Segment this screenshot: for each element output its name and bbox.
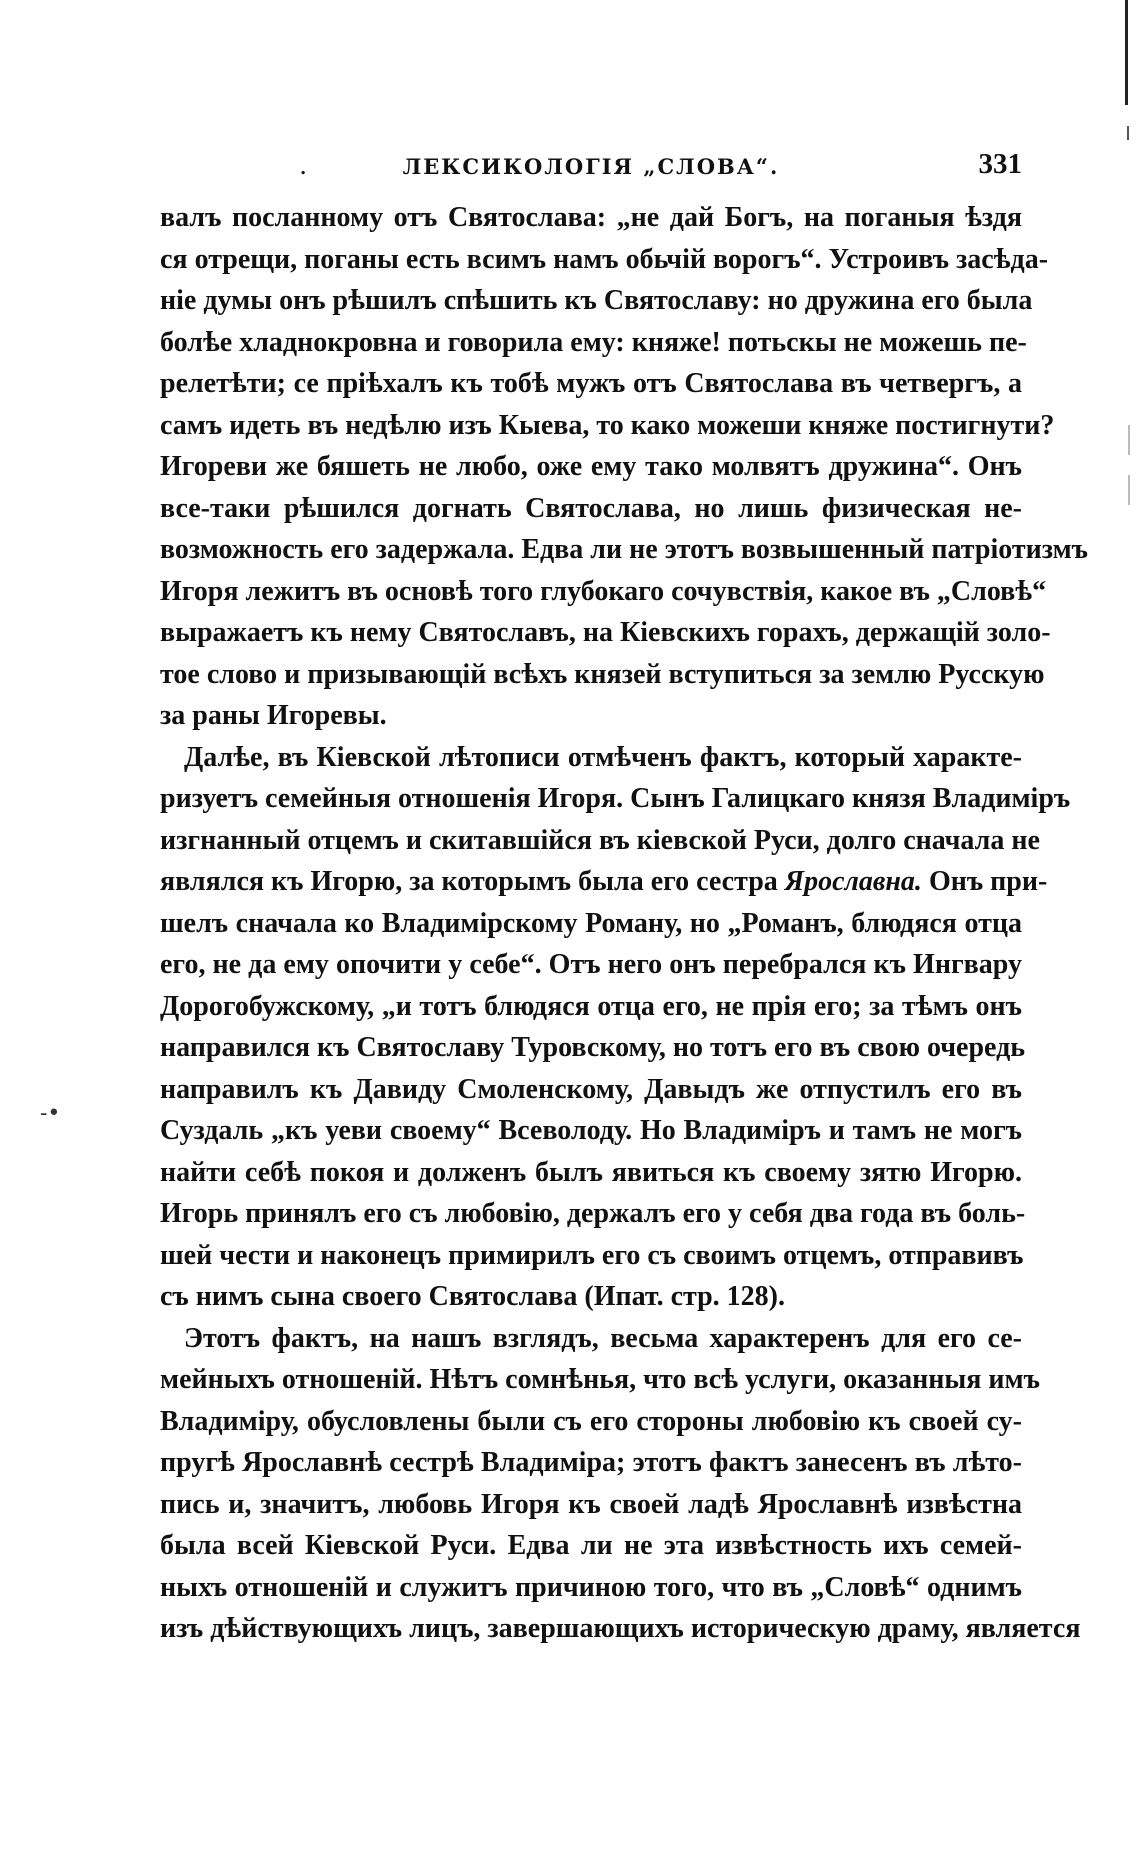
text-line: Дорогобужскому, „и тотъ блюдяся отца его, не прія его; за тѣмъ онъ	[160, 990, 1022, 1022]
text-line: направился къ Святославу Туровскому, но тотъ его въ свою очередь	[160, 1032, 1026, 1063]
paragraph-2	[160, 737, 1071, 1318]
text-line: самъ идеть въ недѣлю изъ Кыева, то како можеши княже постигнути?	[160, 409, 1055, 441]
line-text: Онъ при-	[928, 866, 1048, 897]
text-line-with-emphasis	[160, 861, 1048, 903]
left-margin-mark: -•	[40, 1101, 61, 1126]
text-line: Игорь принялъ его съ любовію, держалъ его у себя два года въ боль-	[160, 1198, 1026, 1229]
text-line: ніе думы онъ рѣшилъ спѣшить къ Святославу: но дружина его была	[160, 285, 1033, 316]
text-line: направилъ къ Давиду Смоленскому, Давыдъ же отпустилъ его въ	[160, 1073, 1022, 1105]
text-line: его, не да ему опочити у себе“. Отъ него онъ перебрался къ Ингвару	[160, 949, 1022, 980]
text-line: Игоря лежитъ въ основѣ того глубокаго сочувствія, какое въ „Словѣ“	[160, 575, 1047, 607]
line-text: являлся къ Игорю, за которымъ была его сестра	[160, 866, 778, 897]
text-body	[160, 197, 1089, 1650]
text-line: найти себѣ покоя и долженъ былъ явиться къ своему зятю Игорю.	[160, 1156, 1022, 1188]
text-line: шей чести и наконецъ примирилъ его съ своимъ отцемъ, отправивъ	[160, 1239, 1024, 1271]
text-line: изгнанный отцемъ и скитавшійся въ кіевской Руси, долго сначала не	[160, 824, 1040, 856]
right-margin-mark	[1128, 425, 1130, 455]
paragraph-3	[160, 1318, 1081, 1650]
text-line: была всей Кіевской Руси. Едва ли не эта извѣстность ихъ семей-	[160, 1530, 1022, 1561]
text-line: пругѣ Ярославнѣ сестрѣ Владиміра; этотъ фактъ занесенъ въ лѣто-	[160, 1447, 1022, 1478]
text-line: валъ посланному отъ Святослава: „не дай Богъ, на поганыя ѣздя	[160, 202, 1022, 233]
text-line: все-таки рѣшился догнать Святослава, но лишь физическая не-	[160, 492, 1022, 524]
text-line: релетѣти; се пріѣхалъ къ тобѣ мужъ отъ Святослава въ четвергъ, а	[160, 368, 1022, 399]
text-line: тое слово и призывающій всѣхъ князей вступиться за землю Русскую	[160, 658, 1045, 690]
running-head	[160, 148, 1022, 184]
emphasized-name: Ярославна.	[784, 866, 922, 897]
text-line: ризуетъ семейныя отношенія Игоря. Сынъ Галицкаго князя Владиміръ	[160, 783, 1071, 814]
text-line: возможность его задержала. Едва ли не этотъ возвышенный патріотизмъ	[160, 534, 1089, 565]
text-line: болѣе хладнокровна и говорила ему: княже! потьскы не можешь пе-	[160, 326, 1027, 358]
text-line: Далѣе, въ Кіевской лѣтописи отмѣченъ фактъ, который характе-	[184, 741, 1022, 773]
text-line: изъ дѣйствующихъ лицъ, завершающихъ историческую драму, является	[160, 1613, 1081, 1644]
page-edge-tick	[1127, 126, 1129, 140]
right-margin-mark	[1128, 475, 1130, 505]
text-line: Владиміру, обусловлены были съ его стороны любовію къ своей су-	[160, 1405, 1022, 1437]
page-edge-rule	[1125, 0, 1128, 105]
text-line: шелъ сначала ко Владимірскому Роману, но „Романъ, блюдяся отца	[160, 907, 1022, 939]
running-title: ЛЕКСИКОЛОГІЯ „СЛОВА“.	[402, 154, 780, 179]
text-line: пись и, значитъ, любовь Игоря къ своей ладѣ Ярославнѣ извѣстна	[160, 1488, 1022, 1520]
text-line: Игореви же бяшеть не любо, оже ему тако молвятъ дружина“. Онъ	[160, 451, 1022, 482]
text-line: выражаетъ къ нему Святославъ, на Кіевскихъ горахъ, держащій золо-	[160, 617, 1051, 648]
text-line: съ нимъ сына своего Святослава (Ипат. стр. 128).	[160, 1281, 785, 1312]
running-head-dot: .	[300, 158, 307, 179]
text-line: ныхъ отношеній и служитъ причиною того, что въ „Словѣ“ однимъ	[160, 1571, 1022, 1603]
text-line: мейныхъ отношеній. Нѣтъ сомнѣнья, что всѣ услуги, оказанныя имъ	[160, 1364, 1040, 1395]
text-line: за раны Игоревы.	[160, 700, 387, 731]
text-line: Суздаль „къ уеви своему“ Всеволоду. Но Владиміръ и тамъ не могъ	[160, 1115, 1022, 1146]
text-line: ся отрещи, поганы есть всимъ намъ обьчій ворогъ“. Устроивъ засѣда-	[160, 243, 1049, 275]
text-line: Этотъ фактъ, на нашъ взглядъ, весьма характеренъ для его се-	[184, 1322, 1022, 1354]
page-number: 331	[978, 148, 1022, 180]
paragraph-1	[160, 197, 1089, 737]
